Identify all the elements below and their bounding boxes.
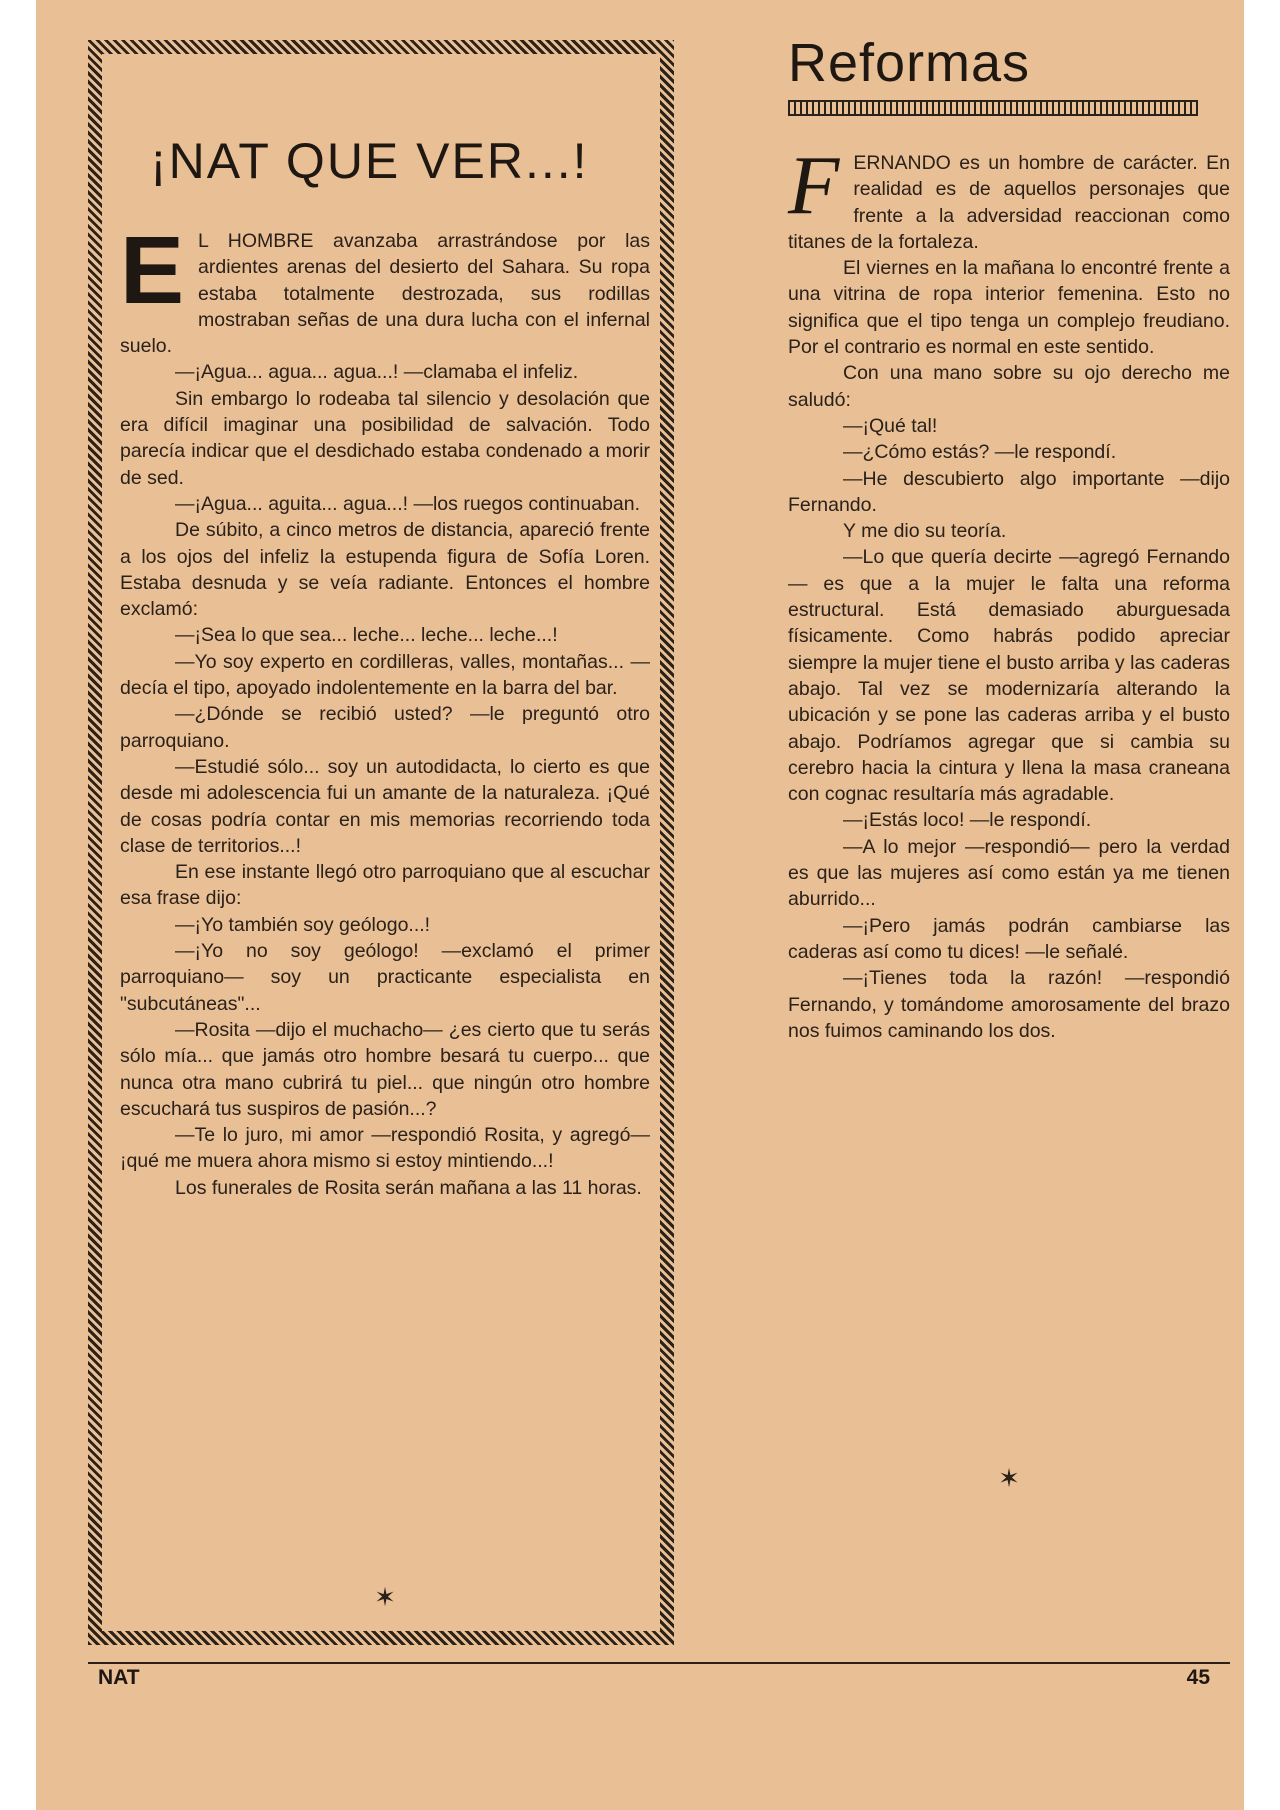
drop-cap-E: E	[120, 217, 185, 324]
left-article	[120, 92, 650, 1621]
left-paragraph-15: Los funerales de Rosita serán mañana a las 11 horas.	[175, 1176, 642, 1199]
left-paragraph-2: —¡Agua... agua... agua...! —clamaba el infeliz.	[175, 361, 579, 384]
left-article-frame	[88, 40, 674, 1645]
left-paragraph-12: —¡Yo no soy geólogo! —exclamó el primer parroquiano— soy un practicante especialista en "subcutáneas"...	[120, 940, 650, 1015]
footer-rule	[88, 1662, 1230, 1664]
greek-key-divider	[788, 100, 1198, 116]
right-paragraph-4: —¡Qué tal!	[843, 414, 938, 437]
right-article-body	[788, 139, 1230, 1044]
right-end-star-icon: ✶	[998, 1463, 1020, 1493]
left-paragraph-14: —Te lo juro, mi amor —respondió Rosita, y agregó— ¡qué me muera ahora mismo si estoy mintiendo...!	[120, 1124, 650, 1173]
right-paragraph-7: Y me dio su teoría.	[843, 520, 1007, 543]
right-article-title: Reformas	[788, 33, 1031, 93]
right-paragraph-10: —A lo mejor —respondió— pero la verdad es que las mujeres así como están ya me tienen aburrido...	[788, 835, 1230, 911]
left-paragraph-4: —¡Agua... aguita... agua...! —los ruegos continuaban.	[175, 492, 641, 515]
footer-magazine-name: NAT	[98, 1666, 140, 1689]
right-paragraph-12: —¡Tienes toda la razón! —respondió Fernando, y tomándome amorosamente del brazo nos fuimos caminando los dos.	[788, 967, 1230, 1042]
left-end-star-icon: ✶	[374, 1582, 396, 1612]
right-paragraph-11: —¡Pero jamás podrán cambiarse las caderas así como tu dices! —le señalé.	[788, 914, 1230, 963]
right-paragraph-2: El viernes en la mañana lo encontré frente a una vitrina de ropa interior femenina. Esto no significa que el tipo tenga un complejo freudiano. Por el contrario es normal en este sentido.	[788, 257, 1230, 359]
left-paragraph-13: —Rosita —dijo el muchacho— ¿es cierto que tu serás sólo mía... que jamás otro hombre besará tu cuerpo... que nunca otra mano cubrirá tu piel... que ningún otro hombre escuchará tus suspiros de pasión...?	[120, 1018, 650, 1120]
right-paragraph-1: FERNANDO es un hombre de carácter. En realidad es de aquellos personajes que frente a la adversidad reaccionan como titanes de la fortaleza.	[788, 139, 1230, 253]
left-paragraph-3: Sin embargo lo rodeaba tal silencio y desolación que era difícil imaginar una posibilidad de salvación. Todo parecía indicar que el desdichado estaba condenado a morir de sed.	[120, 387, 650, 489]
left-paragraph-1: E L HOMBRE avanzaba arrastrándose por las ardientes arenas del desierto del Sahara. Su ropa estaba totalmente destrozada, sus rodillas mostraban señas de una dura lucha con el infernal suelo.	[120, 217, 650, 358]
left-article-body	[120, 217, 650, 1201]
left-paragraph-5: De súbito, a cinco metros de distancia, apareció frente a los ojos del infeliz la estupenda figura de Sofía Loren. Estaba desnuda y se veía radiante. Entonces el hombre exclamó:	[120, 519, 650, 621]
drop-cap-F: F	[788, 139, 840, 232]
right-paragraph-6: —He descubierto algo importante —dijo Fernando.	[788, 467, 1230, 516]
right-article	[788, 32, 1230, 1044]
left-paragraph-11: —¡Yo también soy geólogo...!	[175, 913, 431, 936]
left-article-title: ¡NAT QUE VER...!	[150, 133, 589, 189]
right-paragraph-3: Con una mano sobre su ojo derecho me saludó:	[788, 362, 1230, 411]
footer-page-number: 45	[1186, 1666, 1210, 1689]
left-paragraph-10: En ese instante llegó otro parroquiano que al escuchar esa frase dijo:	[120, 861, 650, 910]
magazine-page	[36, 0, 1244, 1810]
left-paragraph-6: —¡Sea lo que sea... leche... leche... leche...!	[175, 624, 558, 647]
right-paragraph-9: —¡Estás loco! —le respondí.	[843, 809, 1092, 832]
right-paragraph-8: —Lo que quería decirte —agregó Fernando— es que a la mujer le falta una reforma estructural. Está demasiado aburguesada físicamente. Como habrás podido apreciar siempre la mujer tiene el busto arriba y las caderas abajo. Tal vez se modernizaría alterando la ubicación y se pone las caderas arriba y el busto abajo. Podríamos agregar que si cambia su cerebro hacia la cintura y llena la masa craneana con cognac resultaría más agradable.	[788, 546, 1230, 806]
left-paragraph-7: —Yo soy experto en cordilleras, valles, montañas... —decía el tipo, apoyado indolentemente en la barra del bar.	[120, 650, 650, 700]
left-paragraph-8: —¿Dónde se recibió usted? —le preguntó otro parroquiano.	[120, 703, 650, 752]
right-paragraph-5: —¿Cómo estás? —le respondí.	[843, 441, 1117, 464]
left-paragraph-9: —Estudié sólo... soy un autodidacta, lo cierto es que desde mi adolescencia fui un amante de la naturaleza. ¡Qué de cosas podría contar en mis memorias recorriendo toda clase de territorios...!	[120, 755, 650, 857]
